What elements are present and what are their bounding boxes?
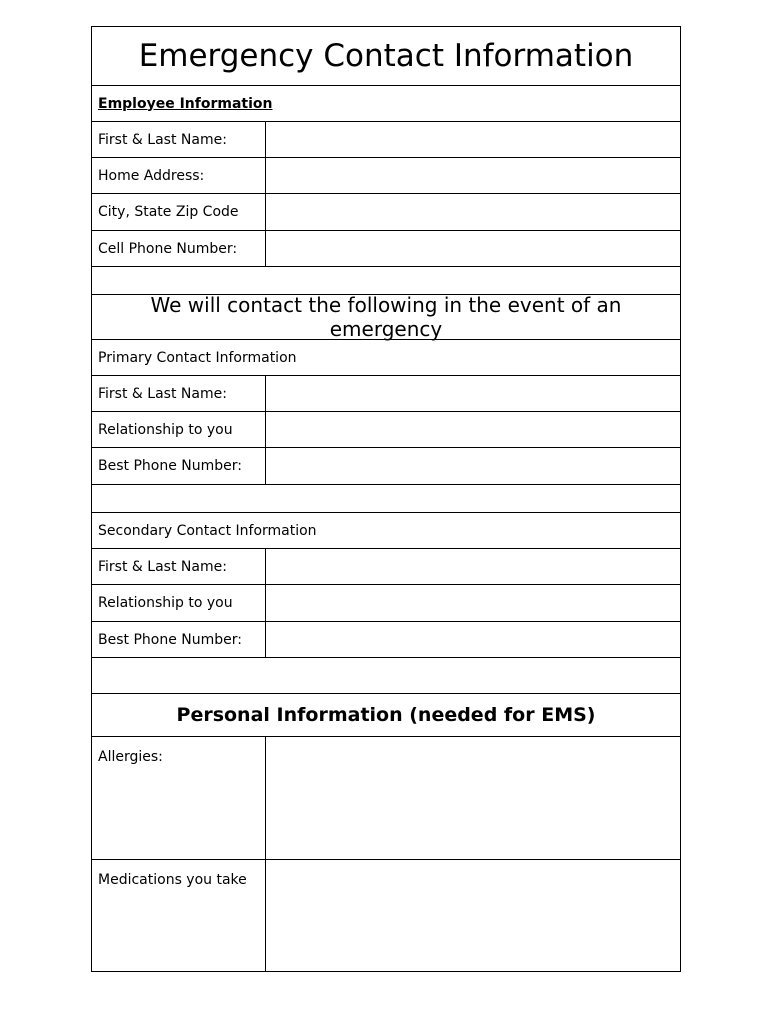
personal-heading-row: [92, 694, 680, 737]
primary-phone-label: Best Phone Number:: [98, 458, 242, 474]
spacer-row: [92, 658, 680, 694]
employee-phone-row: [92, 231, 680, 267]
secondary-relationship-row: [92, 585, 680, 622]
secondary-phone-input[interactable]: [266, 622, 680, 657]
allergies-row: [92, 737, 680, 860]
personal-heading: Personal Information (needed for EMS): [176, 704, 596, 726]
secondary-relationship-input[interactable]: [266, 585, 680, 621]
secondary-phone-row: [92, 622, 680, 658]
primary-relationship-input[interactable]: [266, 412, 680, 447]
form-title: Emergency Contact Information: [138, 38, 634, 74]
employee-address-label: Home Address:: [98, 167, 205, 184]
medications-label: Medications you take: [98, 872, 247, 888]
primary-name-input[interactable]: [266, 376, 680, 411]
primary-relationship-label: Relationship to you: [98, 421, 233, 438]
employee-name-row: [92, 122, 680, 158]
secondary-phone-label: Best Phone Number:: [98, 631, 242, 648]
contacts-heading: We will contact the following in the event of an emergency: [150, 293, 622, 341]
employee-section-header: [92, 86, 680, 122]
primary-name-row: [92, 376, 680, 412]
employee-city-label: City, State Zip Code: [98, 204, 239, 220]
secondary-section-label: Secondary Contact Information: [98, 522, 317, 539]
employee-city-input[interactable]: [266, 194, 680, 230]
primary-name-label: First & Last Name:: [98, 385, 227, 402]
secondary-name-row: [92, 549, 680, 585]
employee-name-label: First & Last Name:: [98, 131, 227, 148]
primary-phone-input[interactable]: [266, 448, 680, 484]
employee-address-row: [92, 158, 680, 194]
employee-city-row: [92, 194, 680, 231]
allergies-input[interactable]: [266, 737, 680, 859]
primary-section-label: Primary Contact Information: [98, 349, 297, 366]
spacer-row: [92, 267, 680, 295]
emergency-contact-form: [91, 26, 681, 972]
employee-name-input[interactable]: [266, 122, 680, 157]
employee-section-label: Employee Information: [98, 95, 273, 112]
form-title-row: [92, 27, 680, 86]
secondary-name-input[interactable]: [266, 549, 680, 584]
contacts-heading-row: [92, 295, 680, 340]
medications-row: [92, 860, 680, 971]
primary-relationship-row: [92, 412, 680, 448]
medications-input[interactable]: [266, 860, 680, 971]
secondary-section-header: [92, 513, 680, 549]
secondary-name-label: First & Last Name:: [98, 558, 227, 575]
employee-phone-label: Cell Phone Number:: [98, 240, 238, 257]
employee-phone-input[interactable]: [266, 231, 680, 266]
spacer-row: [92, 485, 680, 513]
allergies-label: Allergies:: [98, 749, 163, 765]
primary-section-header: [92, 340, 680, 376]
primary-phone-row: [92, 448, 680, 485]
employee-address-input[interactable]: [266, 158, 680, 193]
secondary-relationship-label: Relationship to you: [98, 595, 233, 611]
